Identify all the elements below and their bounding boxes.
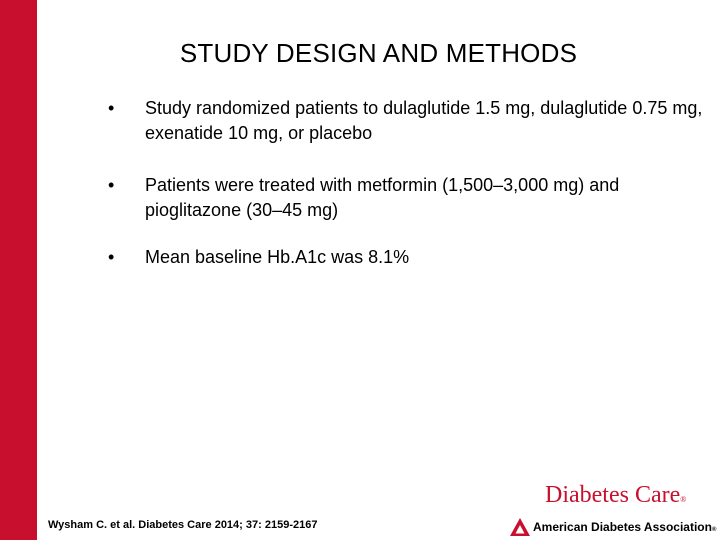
bullet-item — [108, 173, 708, 223]
ada-triangle-icon — [510, 518, 530, 536]
slide-title: STUDY DESIGN AND METHODS — [179, 38, 578, 68]
association-name: American Diabetes Association — [533, 520, 712, 534]
bullet-icon: • — [108, 175, 115, 195]
diabetes-care-logo — [545, 481, 686, 514]
bullet-text: Patients were treated with metformin (1,500–3,000 mg) and pioglitazone (30–45 mg) — [145, 175, 620, 220]
bullet-text: Mean baseline Hb.A1c was 8.1% — [145, 247, 410, 267]
journal-name: Diabetes Care — [545, 482, 681, 508]
registered-mark: ® — [711, 527, 717, 533]
left-accent-bar — [0, 0, 37, 540]
bullet-text: Study randomized patients to dulaglutide 1.5 mg, dulaglutide 0.75 mg, exenatide 10 mg, or placebo — [145, 98, 703, 143]
bullet-item — [108, 245, 708, 270]
registered-mark: ® — [680, 495, 687, 504]
bullet-item — [108, 96, 708, 146]
bullet-icon: • — [108, 247, 115, 267]
citation: Wysham C. et al. Diabetes Care 2014; 37: 2159-2167 — [48, 519, 318, 531]
bullet-icon: • — [108, 98, 115, 118]
